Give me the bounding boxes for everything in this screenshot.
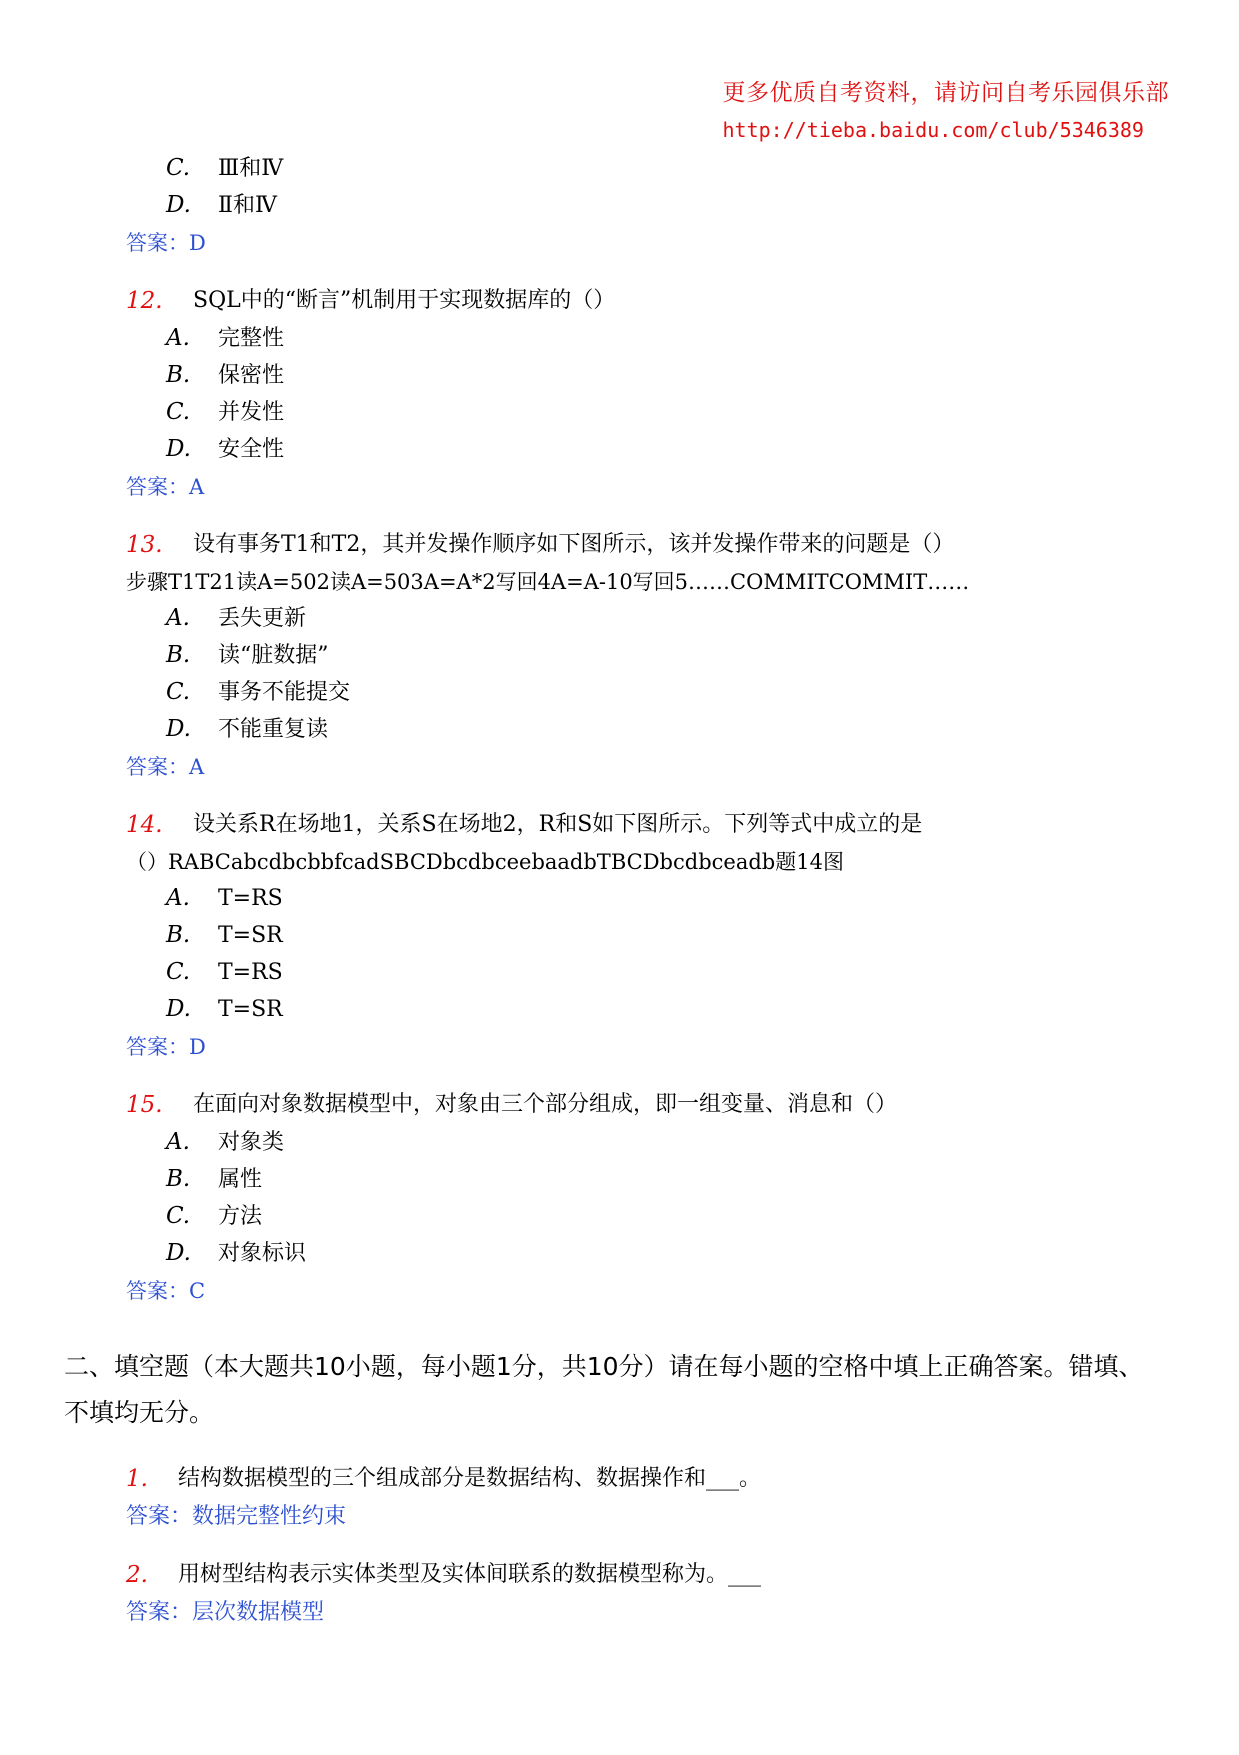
answer-line: 答案：A xyxy=(126,755,205,779)
question-header xyxy=(0,282,1239,320)
option-row xyxy=(0,150,1239,187)
option-row xyxy=(0,394,1239,431)
option-row xyxy=(0,1124,1239,1161)
option-text: 读“脏数据” xyxy=(218,643,329,668)
question-text: SQL中的“断言”机制用于实现数据库的（） xyxy=(193,288,616,313)
option-letter: D. xyxy=(166,1240,191,1266)
option-letter: C. xyxy=(166,399,191,425)
option-letter: B. xyxy=(166,1166,191,1192)
option-text: 事务不能提交 xyxy=(218,680,351,705)
option-text: 并发性 xyxy=(218,400,285,425)
section-heading: 二、填空题（本大题共10小题，每小题1分，共10分）请在每小题的空格中填上正确答案。错填、不填均无分。 xyxy=(64,1352,1144,1427)
option-letter: B. xyxy=(166,362,191,388)
question-text: 用树型结构表示实体类型及实体间联系的数据模型称为。___ xyxy=(178,1562,762,1587)
option-row xyxy=(0,954,1239,991)
question-continuation: （）RABCabcdbcbbfcadSBCDbcdbceebaadbTBCDbcdbceadb题14图 xyxy=(126,850,844,874)
option-letter: C. xyxy=(166,1203,191,1229)
option-row xyxy=(0,1198,1239,1235)
option-text: T=SR xyxy=(218,923,283,948)
option-text: T=SR xyxy=(218,997,283,1022)
option-row xyxy=(0,320,1239,357)
option-text: T=RS xyxy=(218,886,283,911)
question-number: 14. xyxy=(126,812,163,838)
option-row xyxy=(0,431,1239,468)
question-text: 设关系R在场地1，关系S在场地2，R和S如下图所示。下列等式中成立的是 xyxy=(193,812,923,837)
question-number: 1. xyxy=(126,1466,148,1492)
option-row xyxy=(0,600,1239,637)
option-text: 对象类 xyxy=(218,1130,285,1155)
answer-line: 答案：A xyxy=(126,475,205,499)
option-row xyxy=(0,917,1239,954)
option-text: T=RS xyxy=(218,960,283,985)
option-letter: B. xyxy=(166,642,191,668)
option-letter: A. xyxy=(166,605,190,631)
option-text: 完整性 xyxy=(218,326,285,351)
option-row xyxy=(0,1161,1239,1198)
answer-line: 答案：数据完整性约束 xyxy=(126,1504,347,1529)
option-row xyxy=(0,991,1239,1028)
option-text: 方法 xyxy=(218,1204,263,1229)
option-letter: D. xyxy=(166,192,191,218)
option-letter: D. xyxy=(166,436,191,462)
option-text: 保密性 xyxy=(218,363,285,388)
option-row xyxy=(0,637,1239,674)
option-text: 对象标识 xyxy=(218,1241,307,1266)
promo-title: 更多优质自考资料，请访问自考乐园俱乐部 xyxy=(722,80,1169,106)
option-letter: A. xyxy=(166,1129,190,1155)
option-letter: C. xyxy=(166,679,191,705)
option-row xyxy=(0,187,1239,224)
question-header xyxy=(0,1086,1239,1124)
option-row xyxy=(0,711,1239,748)
answer-line: 答案：D xyxy=(126,1035,206,1059)
promo-url[interactable]: http://tieba.baidu.com/club/5346389 xyxy=(722,118,1144,142)
promo-header xyxy=(723,74,1170,148)
option-letter: C. xyxy=(166,959,191,985)
option-row xyxy=(0,1235,1239,1272)
option-letter: C. xyxy=(166,155,191,181)
option-row xyxy=(0,357,1239,394)
fill-question xyxy=(0,1556,1239,1594)
option-text: 不能重复读 xyxy=(218,717,329,742)
question-text: 结构数据模型的三个组成部分是数据结构、数据操作和___。 xyxy=(178,1466,762,1491)
option-text: 属性 xyxy=(218,1167,263,1192)
question-number: 2. xyxy=(126,1562,148,1588)
answer-line: 答案：D xyxy=(126,231,206,255)
question-number: 12. xyxy=(126,288,163,314)
question-continuation: 步骤T1T21读A=502读A=503A=A*2写回4A=A-10写回5……COMMITCOMMIT…… xyxy=(126,570,970,594)
option-text: Ⅱ和Ⅳ xyxy=(218,193,277,218)
question-header xyxy=(0,526,1239,564)
option-letter: D. xyxy=(166,996,191,1022)
question-number: 15. xyxy=(126,1092,163,1118)
option-text: 丢失更新 xyxy=(218,606,307,631)
option-row xyxy=(0,880,1239,917)
option-text: 安全性 xyxy=(218,437,285,462)
option-letter: A. xyxy=(166,885,190,911)
option-row xyxy=(0,674,1239,711)
option-letter: A. xyxy=(166,325,190,351)
question-text: 在面向对象数据模型中，对象由三个部分组成，即一组变量、消息和（） xyxy=(193,1092,898,1117)
question-text: 设有事务T1和T2，其并发操作顺序如下图所示，该并发操作带来的问题是（） xyxy=(193,532,955,557)
question-number: 13. xyxy=(126,532,163,558)
answer-line: 答案：层次数据模型 xyxy=(126,1600,325,1625)
question-header xyxy=(0,806,1239,844)
answer-line: 答案：C xyxy=(126,1279,206,1303)
document-body xyxy=(0,150,1239,1632)
fill-question xyxy=(0,1460,1239,1498)
option-letter: D. xyxy=(166,716,191,742)
option-letter: B. xyxy=(166,922,191,948)
option-text: Ⅲ和Ⅳ xyxy=(218,156,284,181)
